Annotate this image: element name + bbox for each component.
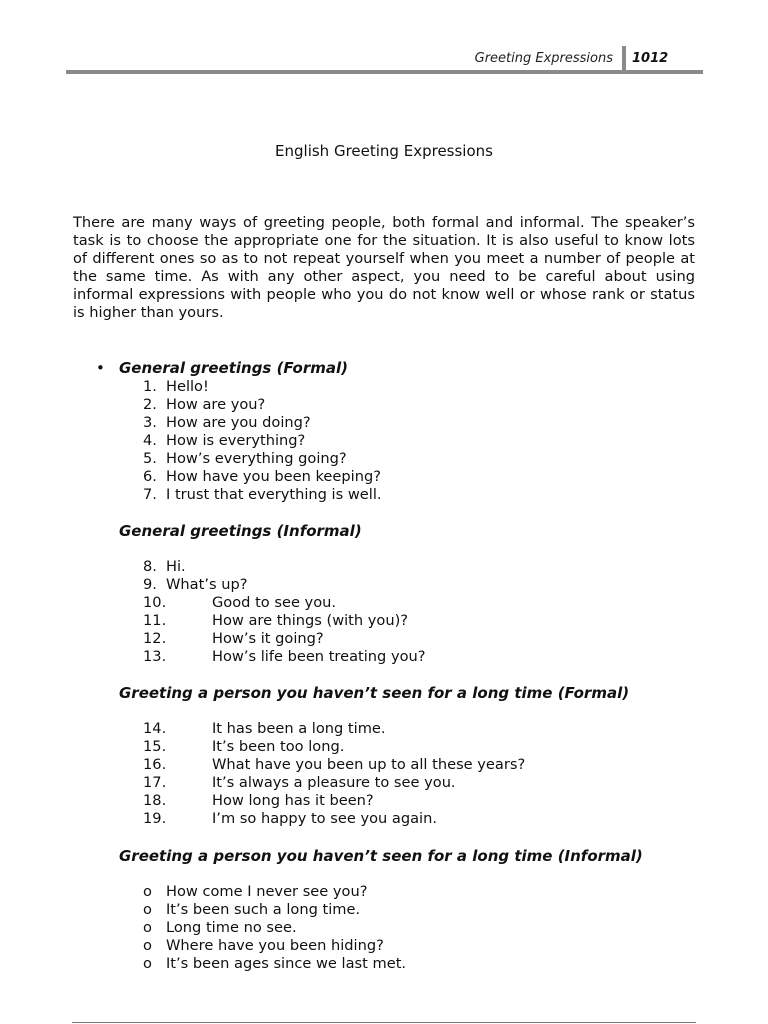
- list-item-text: What’s up?: [166, 576, 248, 593]
- list-item-text: How’s it going?: [212, 630, 324, 647]
- list-item-text: How’s life been treating you?: [212, 648, 426, 665]
- list-item-text: How long has it been?: [212, 792, 374, 809]
- list-item-text: How is everything?: [166, 432, 306, 449]
- header-rule: [66, 70, 703, 74]
- list-marker: 10.: [143, 594, 167, 611]
- list-marker: 18.: [143, 792, 167, 809]
- list-marker: 8.: [143, 558, 157, 575]
- list-marker: 16.: [143, 756, 167, 773]
- list-item-text: It’s been too long.: [212, 738, 345, 755]
- section-heading-formal: General greetings (Formal): [119, 359, 348, 377]
- list-item-text: Hello!: [166, 378, 209, 395]
- list-marker: 9.: [143, 576, 157, 593]
- list-item-text: Long time no see.: [166, 919, 297, 936]
- list-marker: 12.: [143, 630, 167, 647]
- list-marker: o: [143, 955, 152, 972]
- bullet-marker: •: [96, 359, 105, 377]
- list-item-text: It’s been ages since we last met.: [166, 955, 407, 972]
- list-item-text: How’s everything going?: [166, 450, 347, 467]
- list-item-text: It has been a long time.: [212, 720, 386, 737]
- list-marker: 3.: [143, 414, 157, 431]
- section-heading-long-time-informal: Greeting a person you haven’t seen for a long time (Informal): [119, 847, 643, 865]
- list-item-text: Hi.: [166, 558, 186, 575]
- list-marker: 17.: [143, 774, 167, 791]
- intro-paragraph: There are many ways of greeting people, both formal and informal. The speaker’s task is to choose the appropriate one for the situation. It is also useful to know lots of different ones so as to not repeat yourself when you meet a number of people at the same time. As with any other aspect, you need to be careful about using informal expressions with people who you do not know well or whose rank or status is higher than yours.: [73, 214, 695, 321]
- list-marker: 14.: [143, 720, 167, 737]
- list-marker: 13.: [143, 648, 167, 665]
- header-section-title: Greeting Expressions: [474, 51, 613, 66]
- list-item-text: I trust that everything is well.: [166, 486, 382, 503]
- section-heading-long-time-formal: Greeting a person you haven’t seen for a long time (Formal): [119, 684, 630, 702]
- footer-rule: [72, 1022, 696, 1023]
- list-item-text: Where have you been hiding?: [166, 937, 384, 954]
- list-marker: o: [143, 883, 152, 900]
- page-number: 1012: [632, 51, 669, 66]
- list-item-text: It’s always a pleasure to see you.: [212, 774, 456, 791]
- document-title: English Greeting Expressions: [275, 142, 493, 160]
- list-item-text: It’s been such a long time.: [166, 901, 361, 918]
- list-marker: 19.: [143, 810, 167, 827]
- list-marker: 7.: [143, 486, 157, 503]
- running-header: [66, 44, 703, 72]
- list-marker: o: [143, 937, 152, 954]
- list-marker: 4.: [143, 432, 157, 449]
- list-marker: 11.: [143, 612, 167, 629]
- section-heading-informal: General greetings (Informal): [119, 522, 362, 540]
- list-marker: 5.: [143, 450, 157, 467]
- list-item-text: How are you doing?: [166, 414, 311, 431]
- list-item-text: I’m so happy to see you again.: [212, 810, 437, 827]
- list-marker: 1.: [143, 378, 157, 395]
- list-item-text: How are things (with you)?: [212, 612, 409, 629]
- list-marker: 6.: [143, 468, 157, 485]
- list-item-text: What have you been up to all these years?: [212, 756, 526, 773]
- header-divider: [622, 46, 626, 72]
- list-marker: 15.: [143, 738, 167, 755]
- list-marker: o: [143, 919, 152, 936]
- list-marker: 2.: [143, 396, 157, 413]
- list-item-text: How have you been keeping?: [166, 468, 381, 485]
- list-item-text: Good to see you.: [212, 594, 337, 611]
- list-item-text: How are you?: [166, 396, 266, 413]
- list-item-text: How come I never see you?: [166, 883, 368, 900]
- list-marker: o: [143, 901, 152, 918]
